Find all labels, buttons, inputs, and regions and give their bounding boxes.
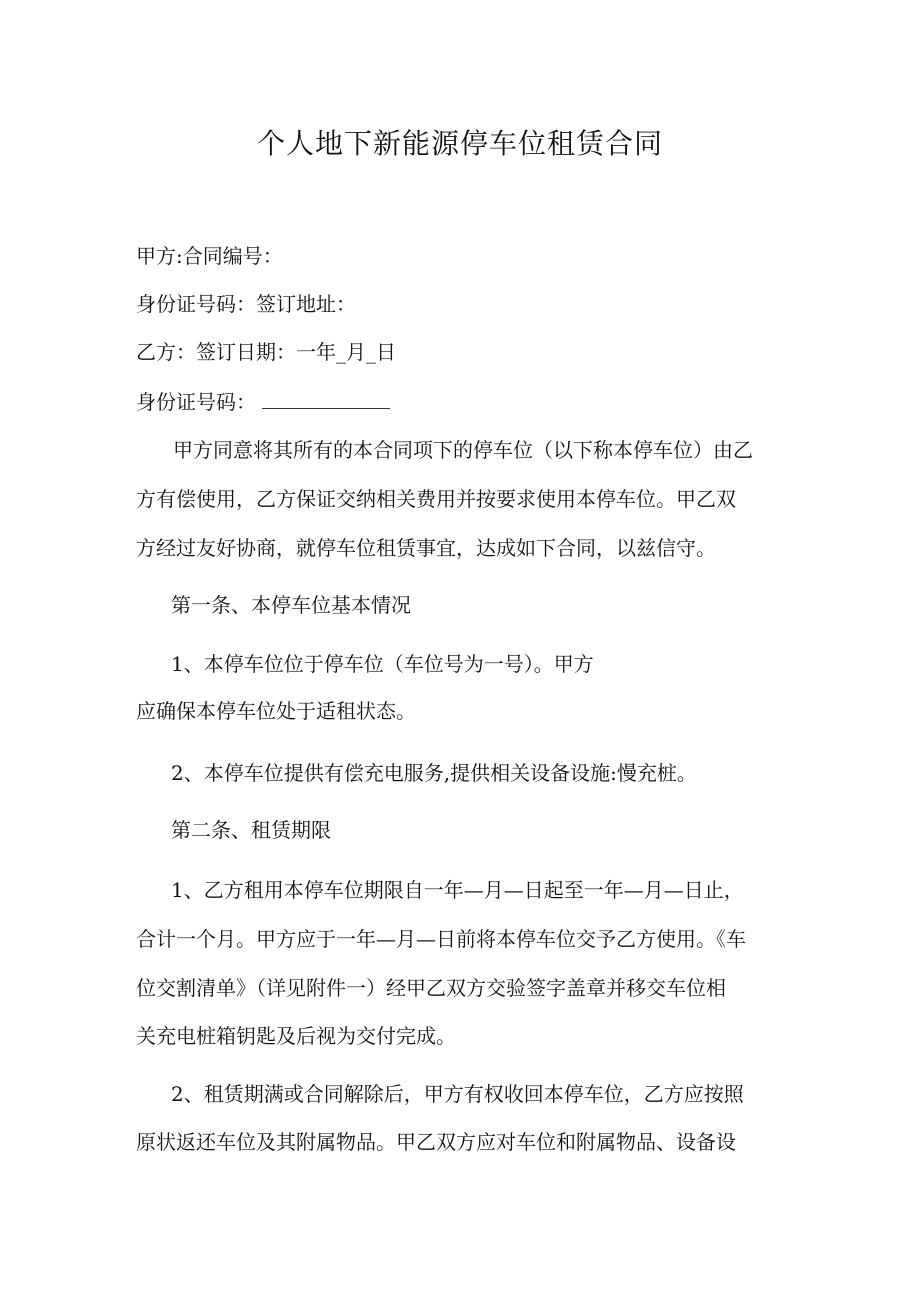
article1-item1-line1: 1、本停车位位于停车位（车位号为一号）。甲方 [171,652,594,676]
id-number-line-b [136,388,796,416]
id-number-label: 身份证号码： [136,390,256,414]
party-a-contract-number-line: 甲方:合同编号： [136,244,283,268]
article2-item2-line1: 2、租赁期满或合同解除后，甲方有权收回本停车位，乙方应按照 [171,1082,744,1106]
intro-line-1: 甲方同意将其所有的本合同项下的停车位（以下称本停车位）由乙 [173,438,753,462]
article2-item2-line2: 原状返还车位及其附属物品。甲乙双方应对车位和附属物品、设备设 [136,1130,736,1154]
article1-heading: 第一条、本停车位基本情况 [171,593,411,617]
article2-item1-line4: 关充电桩箱钥匙及后视为交付完成。 [136,1024,456,1048]
article2-item1-line2: 合计一个月。甲方应于一年—月—日前将本停车位交予乙方使用。《车 [136,927,746,951]
id-number-blank [262,390,390,409]
article1-item1-line2: 应确保本停车位处于适租状态。 [136,699,416,723]
article2-item1-line3: 位交割清单》（详见附件一）经甲乙双方交验签字盖章并移交车位相 [136,976,726,1000]
intro-line-3: 方经过友好协商，就停车位租赁事宜，达成如下合同，以兹信守。 [136,536,716,560]
id-number-signing-address-line: 身份证号码：签订地址： [136,292,356,316]
party-b-signing-date-line: 乙方：签订日期：一年_月_日 [136,340,396,364]
article2-item1-line1: 1、乙方租用本停车位期限自一年—月—日起至一年—月—日止， [171,878,744,902]
intro-line-2: 方有偿使用，乙方保证交纳相关费用并按要求使用本停车位。甲乙双 [136,487,736,511]
article2-heading: 第二条、租赁期限 [171,818,331,842]
document-title: 个人地下新能源停车位租赁合同 [256,127,663,160]
article1-item2: 2、本停车位提供有偿充电服务,提供相关设备设施:慢充桩。 [171,761,697,785]
